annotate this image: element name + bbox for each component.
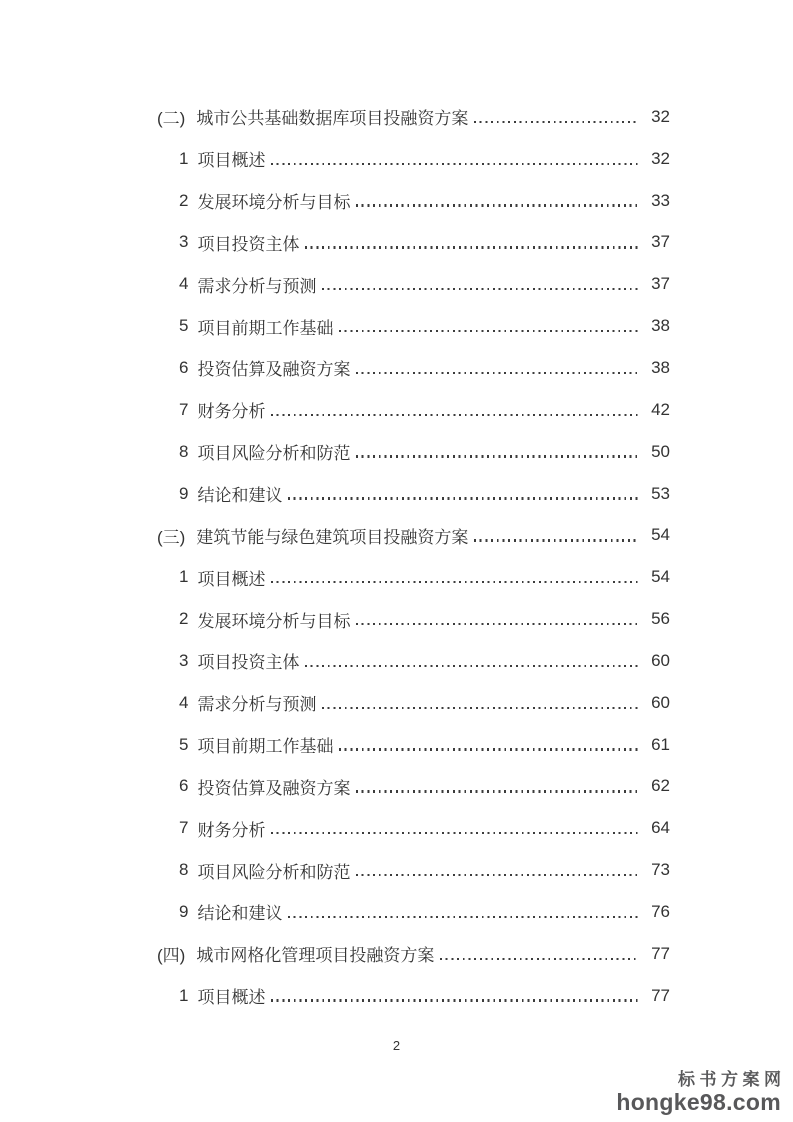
toc-item-entry[interactable] — [157, 431, 670, 473]
dot-leader — [288, 916, 639, 918]
table-of-contents — [157, 96, 670, 1017]
toc-entry-title: 结论和建议 — [197, 904, 283, 924]
toc-section-entry[interactable] — [157, 514, 670, 556]
dot-leader — [356, 623, 639, 625]
dot-leader — [271, 581, 639, 583]
toc-entry-number: 5 — [179, 734, 189, 754]
toc-entry-number: 6 — [179, 776, 189, 796]
toc-entry-number: 8 — [179, 860, 189, 880]
toc-entry-number: 5 — [179, 316, 189, 336]
toc-entry-page: 60 — [651, 650, 670, 670]
toc-entry-title: 结论和建议 — [197, 486, 283, 506]
toc-entry-title: 投资估算及融资方案 — [197, 778, 351, 798]
toc-entry-page: 38 — [651, 316, 670, 336]
toc-item-entry[interactable] — [157, 640, 670, 682]
toc-entry-title: 项目前期工作基础 — [197, 318, 334, 338]
toc-entry-number: 8 — [179, 441, 189, 461]
toc-entry-title: 项目概述 — [197, 569, 266, 589]
toc-item-entry[interactable] — [157, 807, 670, 849]
dot-leader — [440, 958, 639, 960]
toc-entry-page: 62 — [651, 776, 670, 796]
toc-entry-number: (三) — [157, 527, 186, 547]
toc-entry-page: 61 — [651, 734, 670, 754]
toc-entry-number: 7 — [179, 399, 189, 419]
dot-leader — [356, 790, 639, 792]
toc-entry-number: 1 — [179, 148, 189, 168]
toc-entry-title: 发展环境分析与目标 — [197, 611, 351, 631]
toc-entry-number: (四) — [157, 946, 186, 966]
toc-entry-title: 项目风险分析和防范 — [197, 862, 351, 882]
dot-leader — [271, 999, 639, 1001]
toc-item-entry[interactable] — [157, 222, 670, 264]
toc-item-entry[interactable] — [157, 556, 670, 598]
dot-leader — [356, 874, 639, 876]
dot-leader — [271, 832, 639, 834]
watermark-site-url: hongke98.com — [616, 1088, 781, 1115]
toc-entry-number: 2 — [179, 609, 189, 629]
toc-entry-title: 城市公共基础数据库项目投融资方案 — [196, 109, 469, 129]
toc-entry-title: 建筑节能与绿色建筑项目投融资方案 — [196, 527, 469, 547]
toc-entry-page: 76 — [651, 901, 670, 921]
toc-item-entry[interactable] — [157, 473, 670, 515]
toc-entry-number: 3 — [179, 650, 189, 670]
dot-leader — [322, 288, 639, 290]
toc-entry-page: 73 — [651, 860, 670, 880]
toc-entry-number: 4 — [179, 274, 189, 294]
page-number: 2 — [392, 1038, 401, 1053]
toc-item-entry[interactable] — [157, 347, 670, 389]
dot-leader — [288, 497, 639, 499]
dot-leader — [339, 748, 639, 750]
toc-entry-page: 42 — [651, 399, 670, 419]
toc-entry-title: 项目前期工作基础 — [197, 737, 334, 757]
toc-entry-page: 33 — [651, 190, 670, 210]
dot-leader — [356, 204, 639, 206]
dot-leader — [356, 455, 639, 457]
toc-entry-number: 6 — [179, 357, 189, 377]
watermark-site-name: 标书方案网 — [678, 1070, 786, 1090]
toc-entry-page: 54 — [651, 567, 670, 587]
toc-entry-number: (二) — [157, 109, 186, 129]
toc-item-entry[interactable] — [157, 891, 670, 933]
toc-entry-title: 城市网格化管理项目投融资方案 — [196, 946, 435, 966]
toc-item-entry[interactable] — [157, 682, 670, 724]
dot-leader — [339, 330, 639, 332]
toc-section-entry[interactable] — [157, 96, 670, 138]
toc-item-entry[interactable] — [157, 975, 670, 1017]
dot-leader — [474, 121, 639, 123]
toc-entry-title: 投资估算及融资方案 — [197, 360, 351, 380]
toc-item-entry[interactable] — [157, 180, 670, 222]
toc-item-entry[interactable] — [157, 849, 670, 891]
toc-entry-number: 7 — [179, 818, 189, 838]
watermark — [616, 1070, 786, 1115]
toc-entry-title: 财务分析 — [197, 820, 266, 840]
toc-item-entry[interactable] — [157, 766, 670, 808]
toc-entry-page: 50 — [651, 441, 670, 461]
toc-entry-page: 38 — [651, 357, 670, 377]
toc-entry-page: 60 — [651, 692, 670, 712]
toc-entry-title: 发展环境分析与目标 — [197, 193, 351, 213]
toc-entry-page: 37 — [651, 274, 670, 294]
toc-entry-number: 2 — [179, 190, 189, 210]
dot-leader — [305, 246, 639, 248]
dot-leader — [474, 539, 639, 541]
toc-entry-number: 1 — [179, 567, 189, 587]
toc-entry-title: 需求分析与预测 — [197, 276, 317, 296]
toc-entry-number: 4 — [179, 692, 189, 712]
toc-entry-number: 1 — [179, 985, 189, 1005]
toc-item-entry[interactable] — [157, 389, 670, 431]
toc-entry-page: 77 — [651, 985, 670, 1005]
dot-leader — [322, 707, 639, 709]
toc-entry-title: 财务分析 — [197, 402, 266, 422]
toc-entry-title: 项目概述 — [197, 151, 266, 171]
toc-entry-page: 32 — [651, 148, 670, 168]
toc-item-entry[interactable] — [157, 138, 670, 180]
toc-item-entry[interactable] — [157, 724, 670, 766]
toc-entry-page: 77 — [651, 943, 670, 963]
dot-leader — [271, 414, 639, 416]
dot-leader — [356, 372, 639, 374]
dot-leader — [271, 163, 639, 165]
toc-entry-title: 项目投资主体 — [197, 234, 300, 254]
toc-entry-page: 56 — [651, 609, 670, 629]
toc-entry-title: 项目概述 — [197, 988, 266, 1008]
toc-entry-number: 9 — [179, 901, 189, 921]
toc-entry-number: 3 — [179, 232, 189, 252]
toc-entry-title: 需求分析与预测 — [197, 695, 317, 715]
toc-entry-page: 53 — [651, 483, 670, 503]
toc-entry-page: 32 — [651, 106, 670, 126]
toc-entry-title: 项目投资主体 — [197, 653, 300, 673]
toc-entry-number: 9 — [179, 483, 189, 503]
dot-leader — [305, 665, 639, 667]
toc-entry-page: 54 — [651, 525, 670, 545]
toc-entry-page: 64 — [651, 818, 670, 838]
toc-entry-page: 37 — [651, 232, 670, 252]
toc-section-entry[interactable] — [157, 933, 670, 975]
toc-item-entry[interactable] — [157, 305, 670, 347]
toc-item-entry[interactable] — [157, 263, 670, 305]
toc-item-entry[interactable] — [157, 598, 670, 640]
toc-entry-title: 项目风险分析和防范 — [197, 444, 351, 464]
